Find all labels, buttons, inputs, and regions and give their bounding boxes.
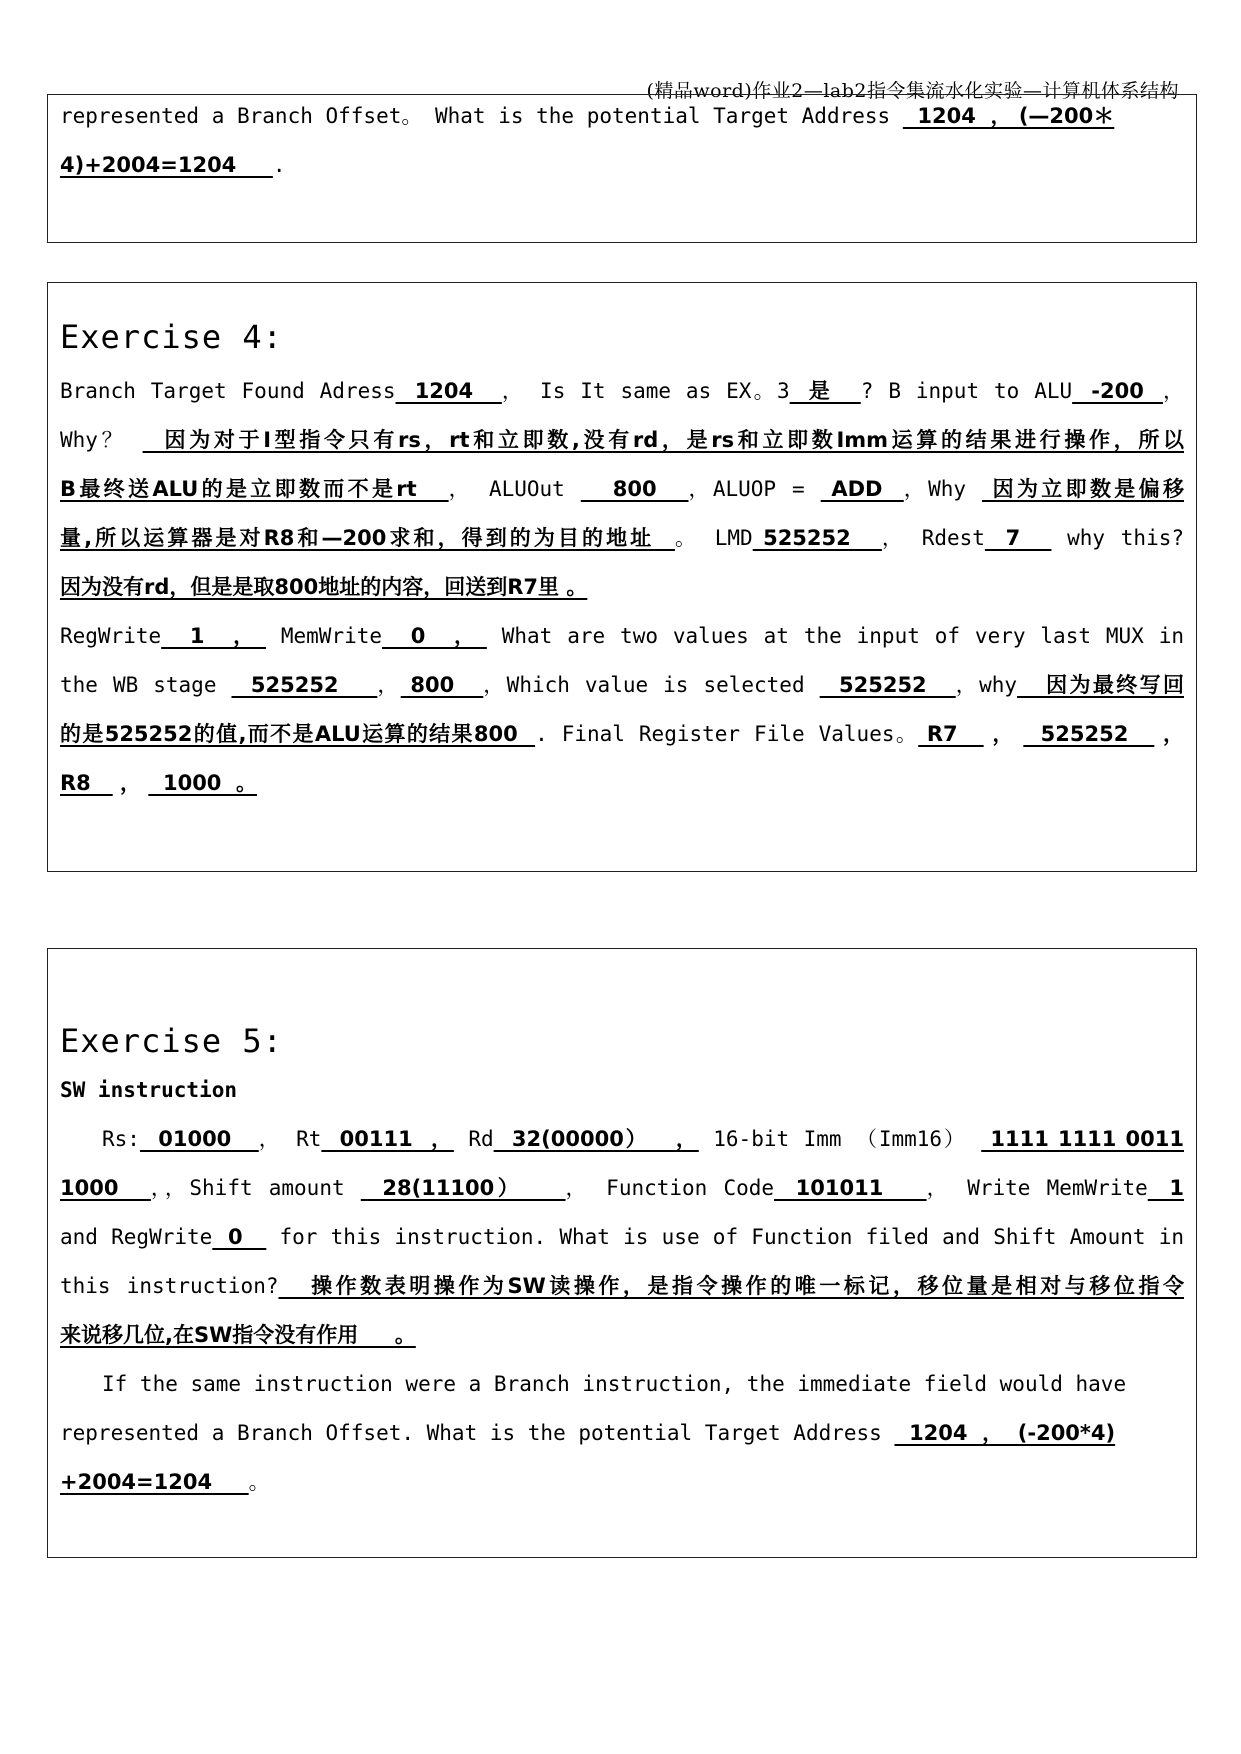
answer-target-address-cont: +2004=1204 <box>60 1470 249 1494</box>
text: ，Why <box>903 477 982 501</box>
answer-memwrite: 1 <box>1147 1176 1184 1200</box>
answer-branch-target: 1204 <box>395 379 502 403</box>
text: ， Function Code <box>565 1176 775 1200</box>
answer-why-selected-cont: 的是525252的值,而不是ALU运算的结果800 <box>60 722 536 746</box>
text: ，ALUOP = <box>688 477 821 501</box>
text: ， <box>112 771 149 795</box>
answer-mux-input-2: 800 <box>400 673 484 697</box>
answer-r8-value: 1000 。 <box>148 771 258 795</box>
text: Why？ <box>60 428 143 452</box>
text-line <box>60 1409 1184 1458</box>
answer-lmd: 525252 <box>752 526 882 550</box>
text-line <box>60 92 1184 141</box>
text: 。 <box>248 1470 270 1494</box>
answer-regwrite: 1 ， <box>161 624 266 648</box>
text: Rd <box>453 1127 494 1151</box>
text: ， <box>983 722 1024 746</box>
text-line <box>60 1458 1184 1507</box>
answer-why-aluop-cont: 量,所以运算器是对R8和—200求和，得到的为目的地址 <box>60 526 675 550</box>
text: . <box>272 153 286 177</box>
answer-function-field-use-cont: 来说移几位,在SW指令没有作用 。 <box>60 1323 416 1347</box>
text-line <box>60 1115 1184 1164</box>
answer-function-field-use: 操作数表明操作为SW读操作，是指令操作的唯一标记，移位量是相对与移位指令 <box>278 1274 1184 1298</box>
text-line <box>60 465 1184 514</box>
text: why this? <box>1051 526 1185 550</box>
answer-rd: 32(00000） ， <box>493 1127 699 1151</box>
text-line <box>60 661 1184 710</box>
answer-r7-value: 525252 <box>1023 722 1155 746</box>
answer-target-address: 1204 ， (-200*4) <box>894 1421 1116 1445</box>
answer-register-r8: R8 <box>60 771 113 795</box>
text: 16-bit Imm （Imm16） <box>698 1127 982 1151</box>
exercise-5-box <box>47 948 1197 1558</box>
exercise-5-subtitle: SW instruction <box>60 1078 238 1102</box>
text: Branch Target Found Adress <box>60 379 396 403</box>
text: 。 LMD <box>674 526 753 550</box>
text: ， Is It same as EX。3 <box>501 379 790 403</box>
text: for this instruction. What is use of Function filed and Shift Amount in <box>266 1225 1185 1249</box>
text: What are two values at the input of very last MUX in <box>486 624 1184 648</box>
text: ，why <box>955 673 1018 697</box>
text: ， <box>1163 379 1184 403</box>
answer-rt: 00111 ， <box>321 1127 454 1151</box>
text: the WB stage <box>60 673 232 697</box>
answer-why-cont: B最终送ALU的是立即数而不是rt <box>60 477 449 501</box>
text-line <box>60 759 1184 808</box>
answer-memwrite: 0 ， <box>382 624 487 648</box>
answer-imm16: 1111 1111 0011 <box>981 1127 1185 1151</box>
text-line <box>60 1262 1184 1311</box>
answer-why-rdest: 因为没有rd，但是是取800地址的内容，回送到R7里 。 <box>60 575 588 599</box>
text: ， <box>1154 722 1185 746</box>
text: ，Which value is selected <box>483 673 820 697</box>
exercise-4-title: Exercise 4: <box>60 318 283 356</box>
text: ，，Shift amount <box>150 1176 361 1200</box>
answer-target-address-cont: 4)+2004=1204 <box>60 153 273 177</box>
answer-function-code: 101011 <box>774 1176 927 1200</box>
answer-imm16-cont: 1000 <box>60 1176 151 1200</box>
text: ? B input to ALU <box>860 379 1073 403</box>
text-line <box>60 141 1184 190</box>
answer-register-r7: R7 <box>918 722 984 746</box>
answer-regwrite: 0 <box>212 1225 267 1249</box>
text: ， ALUOut <box>448 477 581 501</box>
answer-same-as-ex: 是 <box>789 379 861 403</box>
text-line <box>60 416 1184 465</box>
text: . Final Register File Values。 <box>535 722 919 746</box>
answer-why: 因为对于I型指令只有rs，rt和立即数,没有rd，是rs和立即数Imm运算的结果进行操作，所以 <box>142 428 1185 452</box>
answer-rs: 01000 <box>139 1127 259 1151</box>
text: and RegWrite <box>60 1225 213 1249</box>
answer-target-address: 1204 ， (—200＊ <box>902 104 1115 128</box>
answer-mux-input-1: 525252 <box>231 673 378 697</box>
answer-b-input: -200 <box>1072 379 1163 403</box>
answer-why-aluop: 因为立即数是偏移 <box>981 477 1184 501</box>
text-line <box>60 1213 1184 1262</box>
page-header: (精品word)作业2—lab2指令集流水化实验—计算机体系结构 <box>646 80 1179 102</box>
text-line <box>60 367 1184 416</box>
text: ， Rdest <box>881 526 985 550</box>
answer-rdest: 7 <box>984 526 1052 550</box>
text-line <box>60 563 1184 612</box>
text-line <box>60 514 1184 563</box>
answer-shift-amount: 28(11100） <box>360 1176 566 1200</box>
text: ， Rt <box>258 1127 322 1151</box>
answer-aluout: 800 <box>580 477 689 501</box>
answer-selected-value: 525252 <box>819 673 956 697</box>
text: Rs: <box>102 1127 140 1151</box>
text: MemWrite <box>265 624 383 648</box>
text: ， <box>377 673 401 697</box>
text-line <box>60 1311 1184 1360</box>
answer-why-selected: 因为最终写回 <box>1017 673 1185 697</box>
question-text: represented a Branch Offset。 What is the potential Target Address <box>60 104 903 128</box>
exercise-3-tail-box <box>47 94 1197 243</box>
text-line <box>60 710 1184 759</box>
text: RegWrite <box>60 624 162 648</box>
text: this instruction? <box>60 1274 279 1298</box>
text-line <box>60 1360 1184 1409</box>
text-line <box>60 1164 1184 1213</box>
exercise-4-box <box>47 282 1197 872</box>
text-line <box>60 612 1184 661</box>
exercise-5-title: Exercise 5: <box>60 1022 283 1060</box>
text: represented a Branch Offset. What is the potential Target Address <box>60 1421 895 1445</box>
text: ， Write MemWrite <box>926 1176 1148 1200</box>
text: If the same instruction were a Branch instruction, the immediate field would have <box>102 1372 1127 1396</box>
answer-aluop: ADD <box>820 477 904 501</box>
